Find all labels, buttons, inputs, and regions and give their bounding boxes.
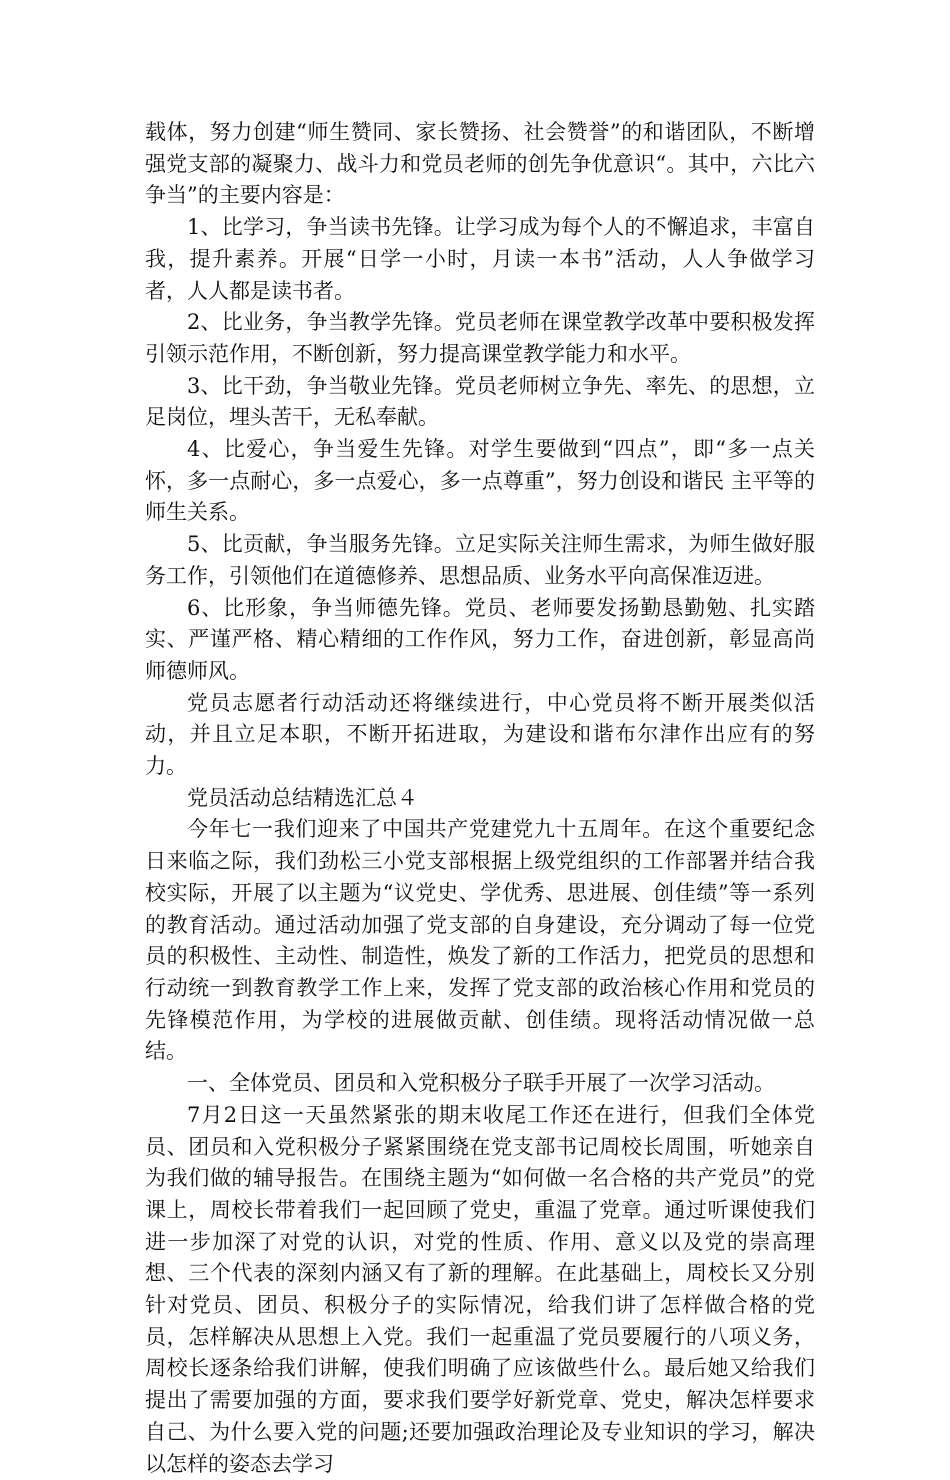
paragraph-section-detail: 7月2日这一天虽然紧张的期末收尾工作还在进行，但我们全体党员、团员和入党积极分子紧紧围绕在党支部书记周校长周围，听她亲自为我们做的辅导报告。在围绕主题为“如何做一名合格的共产党员”的党课上，周校长带着我们一起回顾了党史，重温了党章。通过听课使我们进一步加深了对党的认识，对党的性质、作用、意义以及党的崇高理想、三个代表的深刻内涵又有了新的理解。在此基础上，周校长又分别针对党员、团员、积极分子的实际情况，给我们讲了怎样做合格的党员，怎样解决从思想上入党。我们一起重温了党员要履行的八项义务，周校长逐条给我们讲解，使我们明确了应该做些什么。最后她又给我们提出了需要加强的方面，要求我们要学好新党章、党史，解决怎样要求自己、为什么要入党的问题;还要加强政治理论及专业知识的学习，解决以怎样的姿态去学习 <box>145 1102 815 1476</box>
paragraph-intro: 载体，努力创建“师生赞同、家长赞扬、社会赞誉”的和谐团队，不断增强党支部的凝聚力、战斗力和党员老师的创先争优意识“。其中，六比六争当”的主要内容是： <box>145 120 815 208</box>
paragraph-item-2: 2、比业务，争当教学先锋。党员老师在课堂教学改革中要积极发挥引领示范作用，不断创新，努力提高课堂教学能力和水平。 <box>145 310 815 366</box>
paragraph-item-6: 6、比形象，争当师德先锋。党员、老师要发扬勤恳勤勉、扎实踏实、严谨严格、精心精细的工作作风，努力工作，奋进创新，彰显高尚师德师风。 <box>145 595 815 683</box>
paragraph-section-intro: 今年七一我们迎来了中国共产党建党九十五周年。在这个重要纪念日来临之际，我们劲松三小党支部根据上级党组织的工作部署并结合我校实际，开展了以主题为“议党史、学优秀、思进展、创佳绩”等一系列的教育活动。通过活动加强了党支部的自身建设，充分调动了每一位党员的积极性、主动性、制造性，焕发了新的工作活力，把党员的思想和行动统一到教育教学工作上来，发挥了党支部的政治核心作用和党员的先锋模范作用，为学校的进展做贡献、创佳绩。现将活动情况做一总结。 <box>145 817 815 1064</box>
paragraph-item-5: 5、比贡献，争当服务先锋。立足实际关注师生需求，为师生做好服务工作，引领他们在道德修养、思想品质、业务水平向高保准迈进。 <box>145 532 815 588</box>
document-page <box>145 117 815 1480</box>
paragraph-volunteer: 党员志愿者行动活动还将继续进行，中心党员将不断开展类似活动，并且立足本职，不断开拓进取，为建设和谐布尔津作出应有的努力。 <box>145 690 815 779</box>
paragraph-item-4: 4、比爱心，争当爱生先锋。对学生要做到“四点”，即“多一点关怀，多一点耐心，多一点爱心，多一点尊重”，努力创设和谐民 主平等的师生关系。 <box>145 437 815 525</box>
paragraph-section-point-1: 一、全体党员、团员和入党积极分子联手开展了一次学习活动。 <box>187 1071 775 1096</box>
paragraph-item-3: 3、比干劲，争当敬业先锋。党员老师树立争先、率先、的思想，立足岗位，埋头苦干，无私奉献。 <box>145 373 815 430</box>
paragraph-item-1: 1、比学习，争当读书先锋。让学习成为每个人的不懈追求，丰富自我，提升素养。开展“日学一小时，月读一本书”活动，人人争做学习者，人人都是读书者。 <box>145 215 815 303</box>
section-title: 党员活动总结精选汇总４ <box>187 785 418 810</box>
